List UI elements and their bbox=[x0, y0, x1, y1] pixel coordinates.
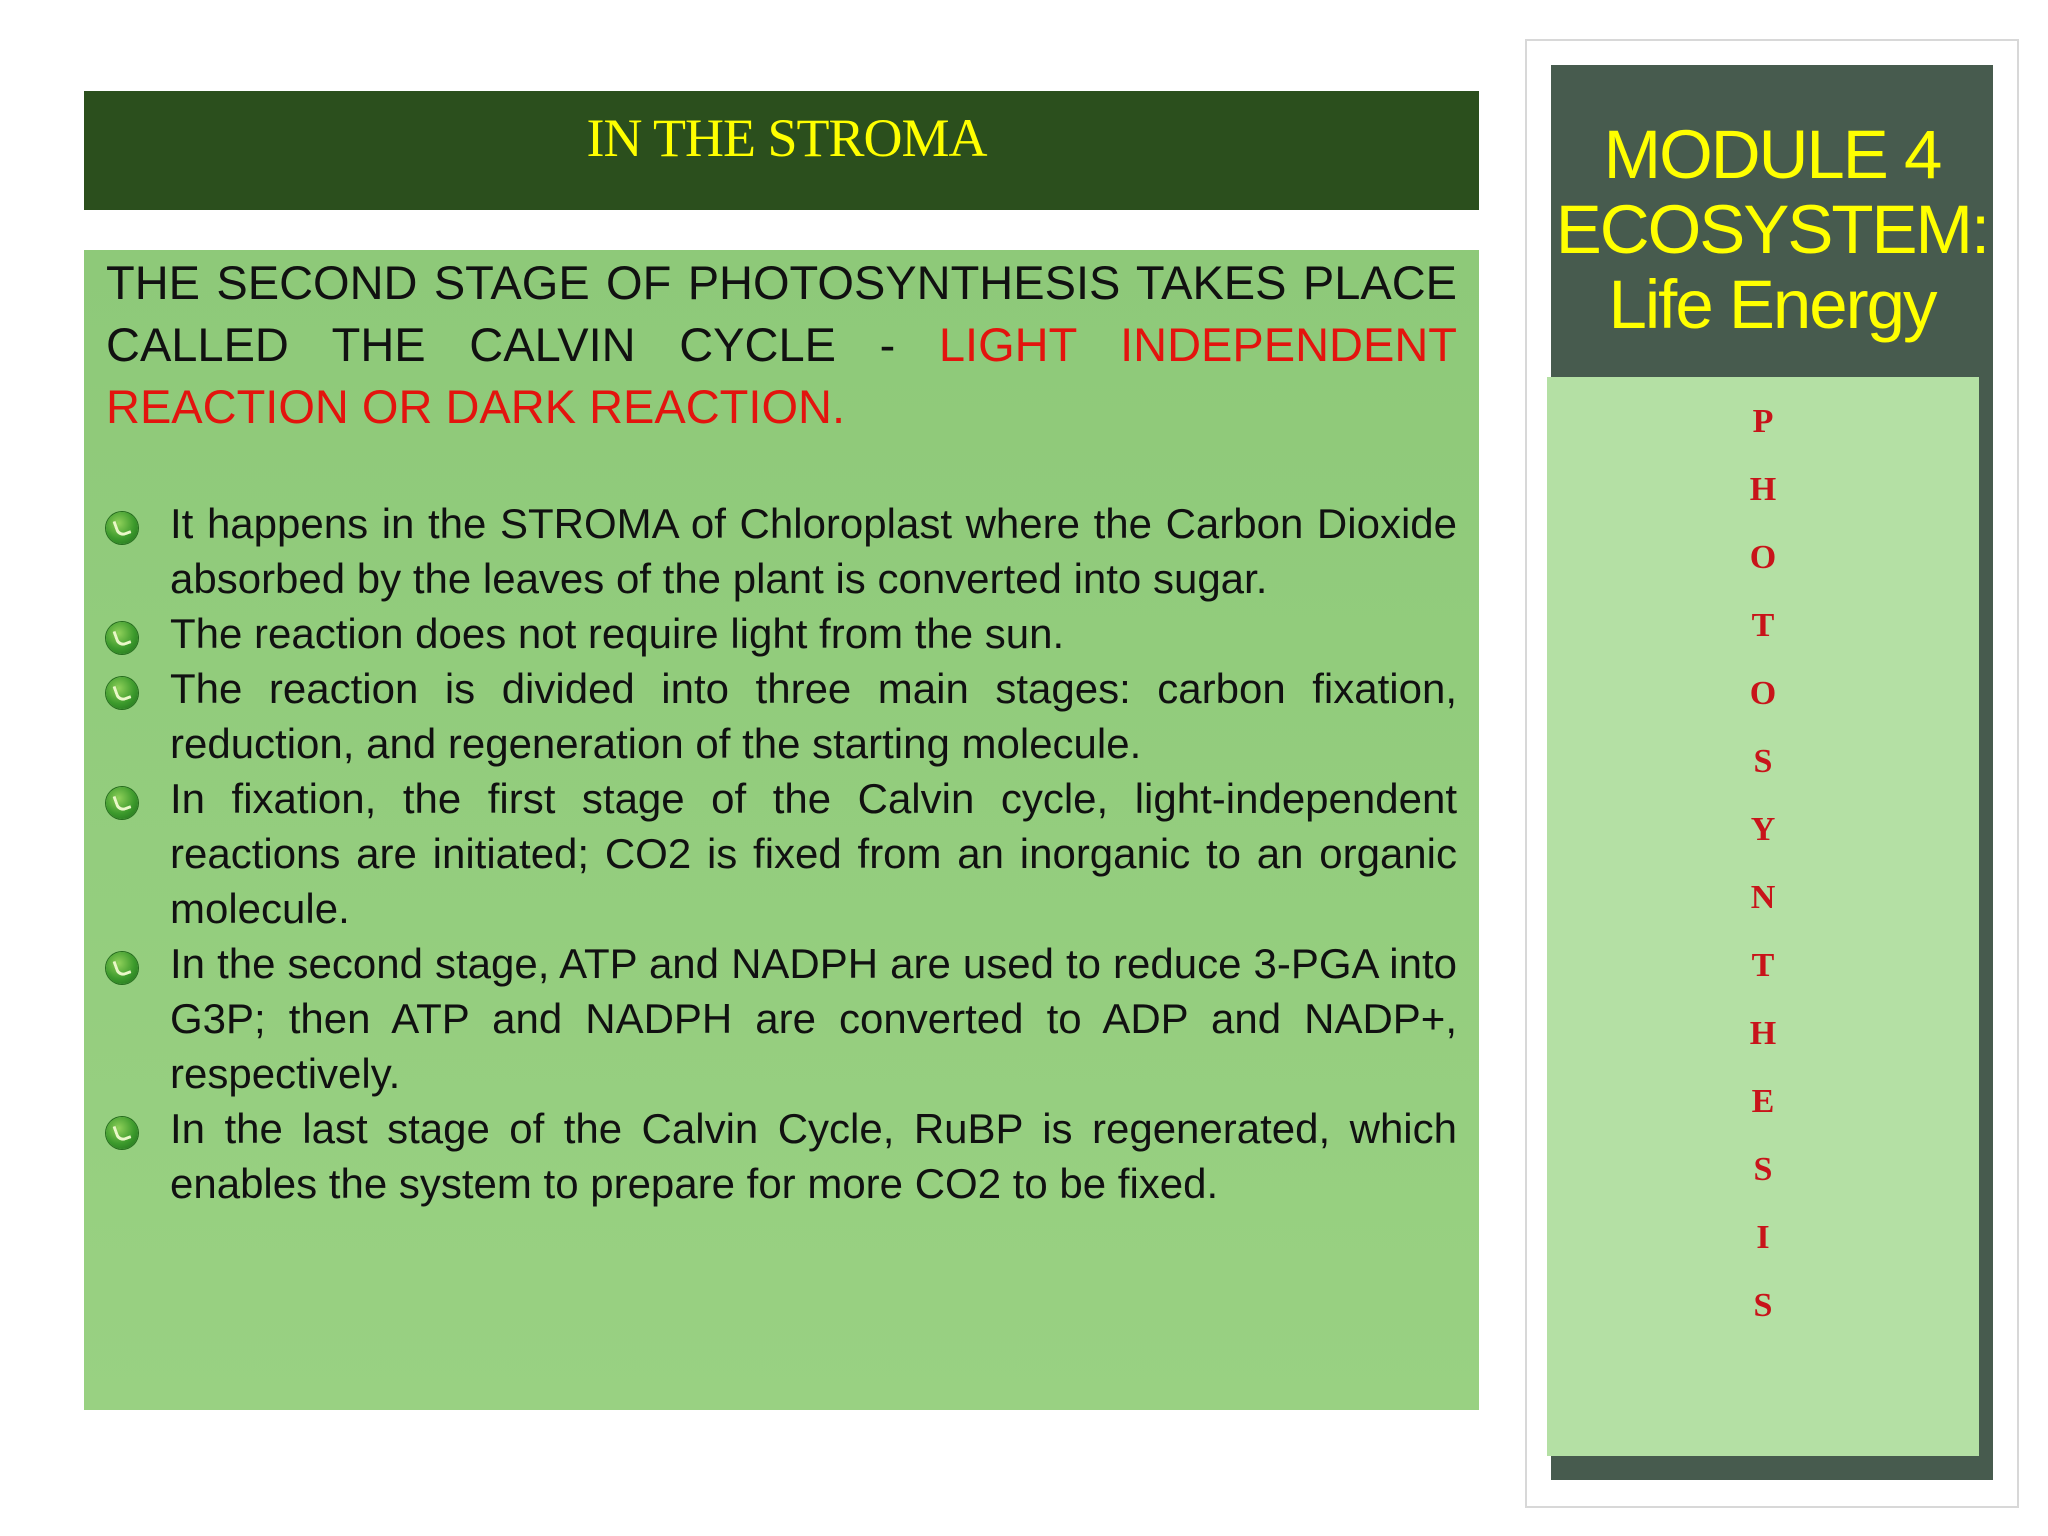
module-title-line1: MODULE 4 bbox=[1603, 116, 1941, 193]
vertical-letter: T bbox=[1751, 947, 1775, 984]
bullet-text: The reaction is divided into three main stages: carbon fixation, reduction, and regeneration of the starting molecule. bbox=[170, 665, 1457, 767]
leaf-bullet-icon bbox=[106, 952, 138, 984]
sidebar-inner-panel bbox=[1547, 377, 1979, 1456]
intro-highlight-text: LIGHT INDEPENDENT REACTION OR DARK REACTION. bbox=[106, 318, 1457, 433]
bullet-text: It happens in the STROMA of Chloroplast where the Carbon Dioxide absorbed by the leaves of the plant is converted into sugar. bbox=[170, 500, 1457, 602]
vertical-letter: H bbox=[1749, 471, 1777, 508]
leaf-bullet-icon bbox=[106, 622, 138, 654]
bullet-text: In the last stage of the Calvin Cycle, RuBP is regenerated, which enables the system to prepare for more CO2 to be fixed. bbox=[170, 1105, 1457, 1207]
bullet-item bbox=[106, 606, 1457, 661]
bullet-item bbox=[106, 1101, 1457, 1211]
vertical-letter: O bbox=[1749, 539, 1777, 576]
vertical-letter: I bbox=[1756, 1219, 1770, 1256]
leaf-bullet-icon bbox=[106, 787, 138, 819]
vertical-letter: T bbox=[1751, 607, 1775, 644]
bullet-list bbox=[106, 496, 1457, 1211]
vertical-letter: P bbox=[1752, 403, 1774, 440]
module-title-line3: Life Energy bbox=[1608, 266, 1936, 343]
vertical-letter: N bbox=[1750, 879, 1776, 916]
leaf-bullet-icon bbox=[106, 1117, 138, 1149]
vertical-letter: O bbox=[1749, 675, 1777, 712]
slide-title: IN THE STROMA bbox=[586, 108, 987, 168]
leaf-bullet-icon bbox=[106, 677, 138, 709]
slide-title-bar bbox=[84, 91, 1479, 210]
bullet-text: In the second stage, ATP and NADPH are used to reduce 3-PGA into G3P; then ATP and NADPH are converted to ADP and NADP+, respectively. bbox=[170, 940, 1457, 1097]
leaf-bullet-icon bbox=[106, 512, 138, 544]
module-title-line2: ECOSYSTEM: bbox=[1555, 191, 1989, 268]
bullet-item bbox=[106, 496, 1457, 606]
bullet-item bbox=[106, 936, 1457, 1101]
intro-text: THE SECOND STAGE OF PHOTOSYNTHESIS TAKES PLACE CALLED THE CALVIN CYCLE - bbox=[106, 256, 1457, 371]
vertical-letter: S bbox=[1753, 1151, 1773, 1188]
vertical-letter: E bbox=[1751, 1083, 1775, 1120]
vertical-letter: S bbox=[1753, 1287, 1773, 1324]
vertical-letter: Y bbox=[1750, 811, 1776, 848]
bullet-item bbox=[106, 771, 1457, 936]
bullet-item bbox=[106, 661, 1457, 771]
vertical-letter: S bbox=[1753, 743, 1773, 780]
vertical-letter: H bbox=[1749, 1015, 1777, 1052]
bullet-text: The reaction does not require light from the sun. bbox=[170, 610, 1065, 657]
intro-paragraph bbox=[106, 252, 1457, 438]
bullet-text: In fixation, the first stage of the Calvin cycle, light-independent reactions are initiated; CO2 is fixed from an inorganic to an organic molecule. bbox=[170, 775, 1457, 932]
content-box bbox=[84, 250, 1479, 1410]
module-title bbox=[1551, 117, 1993, 342]
